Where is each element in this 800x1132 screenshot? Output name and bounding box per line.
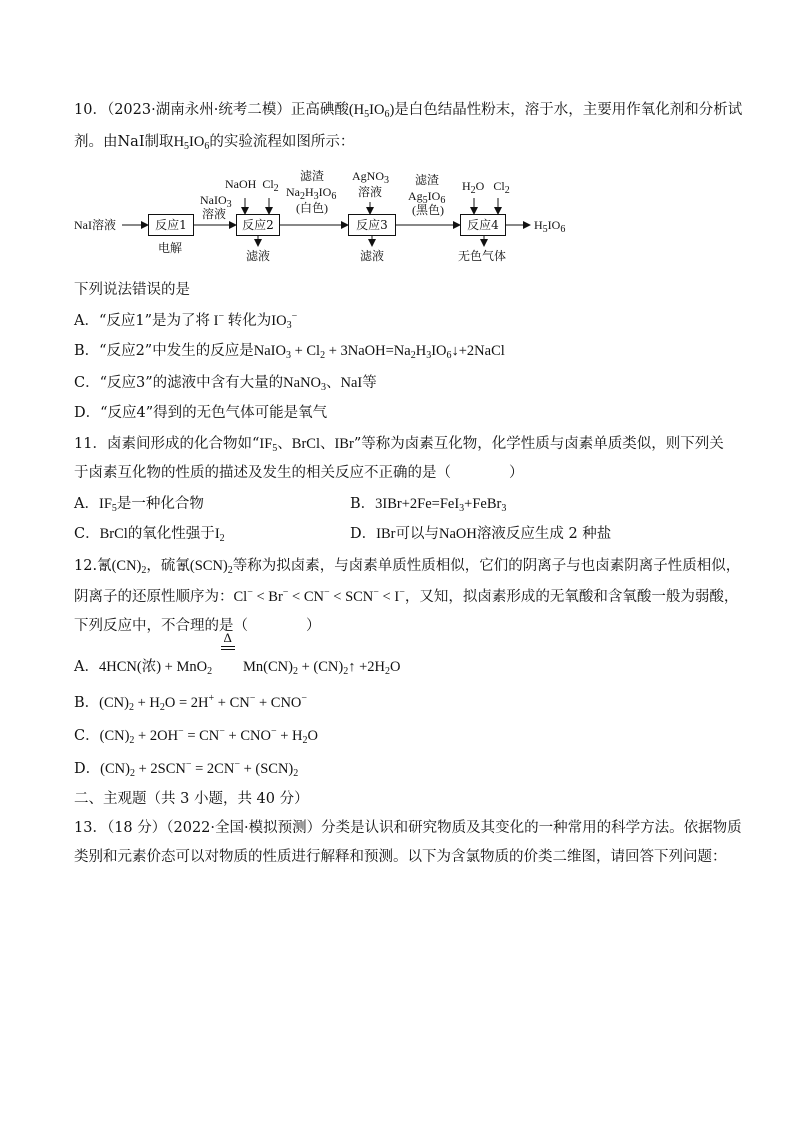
flow-mid2-a: 滤渣 xyxy=(415,173,440,187)
flow-in2-a: NaIO$_3$ xyxy=(200,193,232,210)
h5io6-formula: $(H_5IO_6)$ xyxy=(348,102,395,120)
q11-option-b[interactable]: B．3IBr+2Fe=FeI$_3$+FeBr$_3$ xyxy=(350,496,507,514)
flow-box-1: 反应1 xyxy=(148,214,194,236)
q11-option-d[interactable]: D．IBr可以与NaOH溶液反应生成 2 种盐 xyxy=(350,526,612,542)
flow-label-below1: 电解 xyxy=(158,241,183,255)
q10-stem: 下列说法错误的是 xyxy=(74,282,190,298)
q12-line1: 12.氰$(CN)_2$，硫氰$(SCN)_2$等称为拟卤素，与卤素单质性质相似，它们的阴离子与也卤素阴离子性质相似， xyxy=(74,558,741,576)
q12-option-a[interactable]: A．4HCN(浓) + MnO$_2$ Δ $Mn(CN)_2$ + $(CN)_2↑ +2H_2O$ xyxy=(74,630,401,677)
heat-condition: Δ xyxy=(217,655,239,679)
q13-line2: 类别和元素价态可以对物质的性质进行解释和预测。以下为含氯物质的价类二维图，请回答下列问题： xyxy=(74,849,727,865)
flow-start: NaI溶液 xyxy=(74,218,116,232)
flow-out4: 无色气体 xyxy=(458,249,507,263)
flow-out3: 滤液 xyxy=(360,249,385,263)
flow-end: $H_5IO_6$ xyxy=(534,218,566,235)
section-heading: 二、主观题（共 3 小题，共 40 分） xyxy=(74,791,309,807)
q10-option-d[interactable]: D．“反应4”得到的无色气体可能是氧气 xyxy=(74,405,328,421)
q10-option-b[interactable]: B．“反应2”中发生的反应是NaIO$_3$ + $Cl_2$ + $3NaOH=Na_2H_3IO_6↓+2NaCl$ xyxy=(74,343,505,361)
q11-option-a[interactable]: A．$IF_5$是一种化合物 xyxy=(74,496,204,514)
q11-line1: 11．卤素间形成的化合物如“$IF_5$、BrCl、IBr”等称为卤素互化物，化学性质与卤素单质类似，则下列关 xyxy=(74,436,724,454)
flow-mid1-a: 滤渣 xyxy=(300,169,325,183)
flow-mid2-c: (黑色) xyxy=(412,203,444,217)
flow-mid2-b: $Ag_5IO_6$ xyxy=(408,189,446,206)
q12-option-c[interactable]: C．$(CN)_2 + 2OH^- = CN^- + CNO^- + H_2O$ xyxy=(74,726,318,746)
q10-line1: 10．（2023·湖南永州·统考二模）正高碘酸$(H_5IO_6)$是白色结晶性粉末，溶于水，主要用作氧化剂和分析试 xyxy=(74,102,743,120)
q13-line1: 13．（18 分）（2022·全国·模拟预测）分类是认识和研究物质及其变化的一种常用的科学方法。依据物质 xyxy=(74,820,742,836)
flow-box-3: 反应3 xyxy=(348,214,396,236)
q12-option-b[interactable]: B．$(CN)_2 + H_2O = 2H^+ + CN^- + CNO^-$ xyxy=(74,693,308,713)
flow-in2-b: 溶液 xyxy=(202,207,227,221)
flow-in3-a: AgNO$_3$ xyxy=(352,169,389,186)
flow-in4: $H_2O$ $Cl_2$ xyxy=(462,179,510,196)
flow-box-2: 反应2 xyxy=(236,214,280,236)
q11-line2: 于卤素互化物的性质的描述及发生的相关反应不正确的是（ ） xyxy=(74,465,524,481)
flow-diagram xyxy=(74,168,714,272)
q12-option-d[interactable]: D．$(CN)_2 + 2SCN^- = 2CN^- + (SCN)_2$ xyxy=(74,759,299,779)
flow-out2: 滤液 xyxy=(246,249,271,263)
q11-option-c[interactable]: C．BrCl的氧化性强于$I_2$ xyxy=(74,526,225,544)
flow-in3-b: 溶液 xyxy=(358,185,383,199)
flow-mid1-c: (白色) xyxy=(296,201,328,215)
q10-line2: 剂。由NaI制取$H_5IO_6$的实验流程如图所示： xyxy=(74,134,355,152)
q10-option-a[interactable]: A．“反应1”是为了将 I− 转化为$IO_3^-$ xyxy=(74,311,298,331)
q10-option-c[interactable]: C．“反应3”的滤液中含有大量的NaNO$_3$、NaI等 xyxy=(74,375,377,393)
flow-box-4: 反应4 xyxy=(460,214,506,236)
flow-in2-c: NaOH $Cl_2$ xyxy=(225,177,279,194)
q12-line2: 阴离子的还原性顺序为：Cl− < Br− < CN− < SCN− < I−，又知，拟卤素形成的无氧酸和含氧酸一般为弱酸， xyxy=(74,587,739,605)
flow-mid1-b: $Na_2H_3IO_6$ xyxy=(286,185,337,202)
q12-line3: 下列反应中，不合理的是（ ） xyxy=(74,618,321,634)
